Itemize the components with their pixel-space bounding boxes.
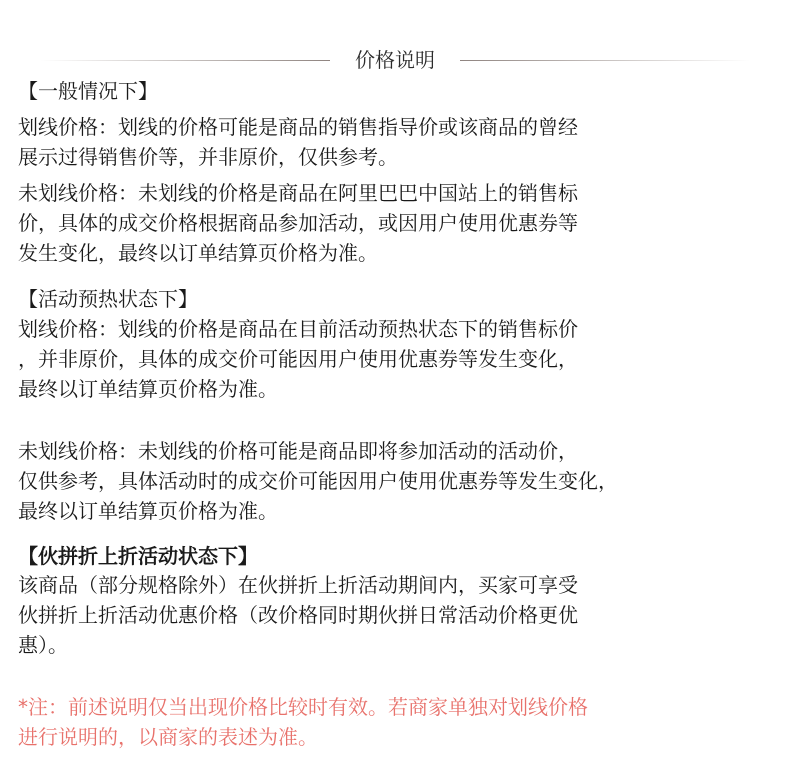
paragraph-line: ，并非原价，具体的成交价可能因用户使用优惠券等发生变化，	[18, 347, 578, 371]
paragraph-general-normal-price	[18, 178, 758, 268]
paragraph-line: 价，具体的成交价格根据商品参加活动，或因用户使用优惠券等	[18, 211, 578, 235]
paragraph-line: 发生变化，最终以订单结算页价格为准。	[18, 241, 378, 265]
paragraph-line: 未划线价格：未划线的价格可能是商品即将参加活动的活动价，	[18, 439, 578, 463]
paragraph-line: 该商品（部分规格除外）在伙拼折上折活动期间内，买家可享受	[18, 573, 578, 597]
paragraph-group-buy	[18, 570, 758, 660]
paragraph-line: 未划线价格：未划线的价格是商品在阿里巴巴中国站上的销售标	[18, 181, 578, 205]
header-divider-right	[460, 60, 750, 61]
paragraph-preheat-strikethrough-price	[18, 314, 758, 404]
note-line: 进行说明的，以商家的表述为准。	[18, 725, 318, 749]
section-title-group-buy: 【伙拼折上折活动状态下】	[18, 544, 258, 568]
paragraph-line: 划线价格：划线的价格是商品在目前活动预热状态下的销售标价	[18, 317, 578, 341]
price-note	[18, 692, 758, 752]
paragraph-line: 最终以订单结算页价格为准。	[18, 377, 278, 401]
paragraph-line: 惠）。	[18, 633, 68, 657]
note-line: *注：前述说明仅当出现价格比较时有效。若商家单独对划线价格	[18, 695, 588, 719]
paragraph-line: 展示过得销售价等，并非原价，仅供参考。	[18, 145, 398, 169]
paragraph-general-strikethrough-price	[18, 112, 758, 172]
section-title-preheat: 【活动预热状态下】	[18, 287, 198, 311]
paragraph-preheat-normal-price	[18, 436, 758, 526]
paragraph-line: 伙拼折上折活动优惠价格（改价格同时期伙拼日常活动价格更优	[18, 603, 578, 627]
paragraph-line: 最终以订单结算页价格为准。	[18, 499, 278, 523]
page-title: 价格说明	[355, 48, 435, 72]
paragraph-line: 划线价格：划线的价格可能是商品的销售指导价或该商品的曾经	[18, 115, 578, 139]
section-title-general: 【一般情况下】	[18, 79, 158, 103]
paragraph-line: 仅供参考，具体活动时的成交价可能因用户使用优惠券等发生变化，	[18, 469, 618, 493]
price-explanation-header	[40, 46, 750, 76]
